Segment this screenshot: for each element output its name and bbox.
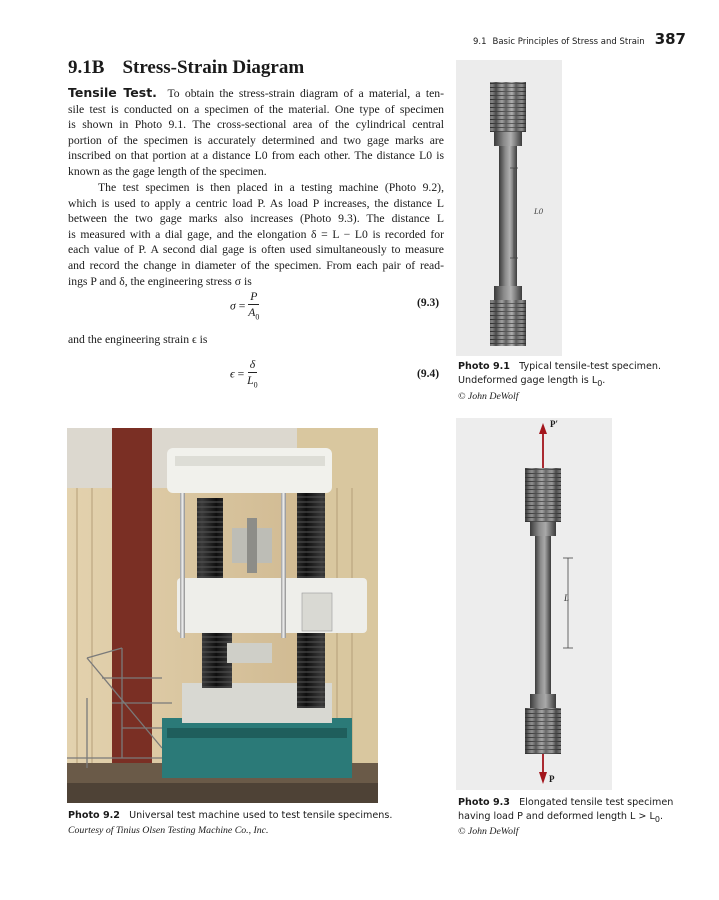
equation-lhs: σ <box>230 299 236 313</box>
equation-fraction <box>248 290 259 323</box>
equation-denominator: $A_0$ <box>248 306 260 322</box>
bottom-load-label: P <box>549 774 555 784</box>
run-in-heading: Tensile Test. <box>68 85 157 100</box>
text-between-equations: and the engineering strain ϵ is <box>68 333 208 346</box>
photo-9-3-credit: © John DeWolf <box>458 826 519 837</box>
text-line: between the two gage marks also increases (Photo 9.3). The distance L <box>68 212 444 226</box>
photo-tensile-specimen <box>456 60 562 356</box>
paragraph-testing-machine <box>68 180 444 289</box>
specimen-illustration <box>456 60 562 356</box>
paragraph-tensile-test <box>68 85 444 180</box>
photo-elongated-specimen <box>456 418 612 790</box>
text-line: and record the change in diameter of the specimen. From each pair of read- <box>68 258 444 272</box>
photo-9-2-credit: Courtesy of Tinius Olsen Testing Machine Co., Inc. <box>68 825 269 836</box>
equation-denominator: $L_0$ <box>247 374 258 390</box>
text-line: each value of P. A second dial gage is often used simultaneously to measure <box>68 243 444 257</box>
text-line: inscribed on that portion at a distance L0 from each other. The distance L0 is <box>68 149 444 163</box>
running-head-section-number: 9.1 <box>472 37 487 47</box>
page-number: 387 <box>654 30 686 48</box>
text-line: Tensile Test. To obtain the stress-strain diagram of a material, a ten- <box>68 85 445 100</box>
section-number: 9.1B <box>68 57 105 78</box>
caption-label: Photo 9.1 <box>458 361 510 372</box>
text-line: known as the gage length of the specimen. <box>68 164 267 178</box>
photo-9-1-credit: © John DeWolf <box>458 391 519 402</box>
caption-label: Photo 9.3 <box>458 797 510 808</box>
equation-9-3-number: (9.3) <box>417 297 440 309</box>
top-load-label: P′ <box>550 419 559 429</box>
equation-9-4: ϵ = $\frac{\delta}{L_0}$ <box>230 358 258 390</box>
elongated-specimen-illustration <box>456 418 612 790</box>
top-arrowhead-icon <box>539 423 547 434</box>
text-line: The test specimen is then placed in a testing machine (Photo 9.2), <box>98 181 444 194</box>
text-line: sile test is conducted on a specimen of the material. One type of specimen <box>68 102 444 116</box>
equation-fraction <box>247 358 258 391</box>
photo-9-3-caption: Photo 9.3 Elongated tensile test specimen having load P and deformed length $L > L_0$. <box>458 797 674 824</box>
caption-label: Photo 9.2 <box>68 810 120 821</box>
equation-numerator: P <box>250 290 258 303</box>
gage-length-label: L <box>564 593 570 603</box>
text-line: is shown in Photo 9.1. The cross-sectional area of the cylindrical central <box>68 118 444 132</box>
text-line: portion of the specimen is accurately determined and two gage marks are <box>68 133 444 147</box>
gage-length-label: L0 <box>534 206 543 216</box>
text-line: which is used to apply a centric load P. As load P increases, the distance L <box>68 196 444 210</box>
testing-machine-illustration <box>67 428 378 803</box>
photo-testing-machine <box>67 428 378 803</box>
text-line: is measured with a dial gage, and the elongation δ = L − L0 is recorded for <box>68 227 444 241</box>
equation-numerator: δ <box>249 358 256 371</box>
equation-9-3: σ = $\frac{P}{A_0}$ <box>230 290 260 322</box>
section-title: Stress-Strain Diagram <box>122 57 305 78</box>
equation-lhs: ϵ <box>230 367 235 381</box>
section-heading <box>68 57 304 79</box>
photo-9-1-caption: Photo 9.1 Typical tensile-test specimen. Undeformed gage length is $L_0$. <box>458 361 662 388</box>
equation-9-4-number: (9.4) <box>417 368 440 380</box>
text-line: ings P and δ, the engineering stress σ is <box>68 274 252 288</box>
bottom-arrowhead-icon <box>539 772 547 784</box>
running-head <box>460 30 686 50</box>
photo-9-2-caption: Photo 9.2 Universal test machine used to test tensile specimens. <box>68 810 393 821</box>
running-head-section-title: Basic Principles of Stress and Strain <box>492 37 645 47</box>
